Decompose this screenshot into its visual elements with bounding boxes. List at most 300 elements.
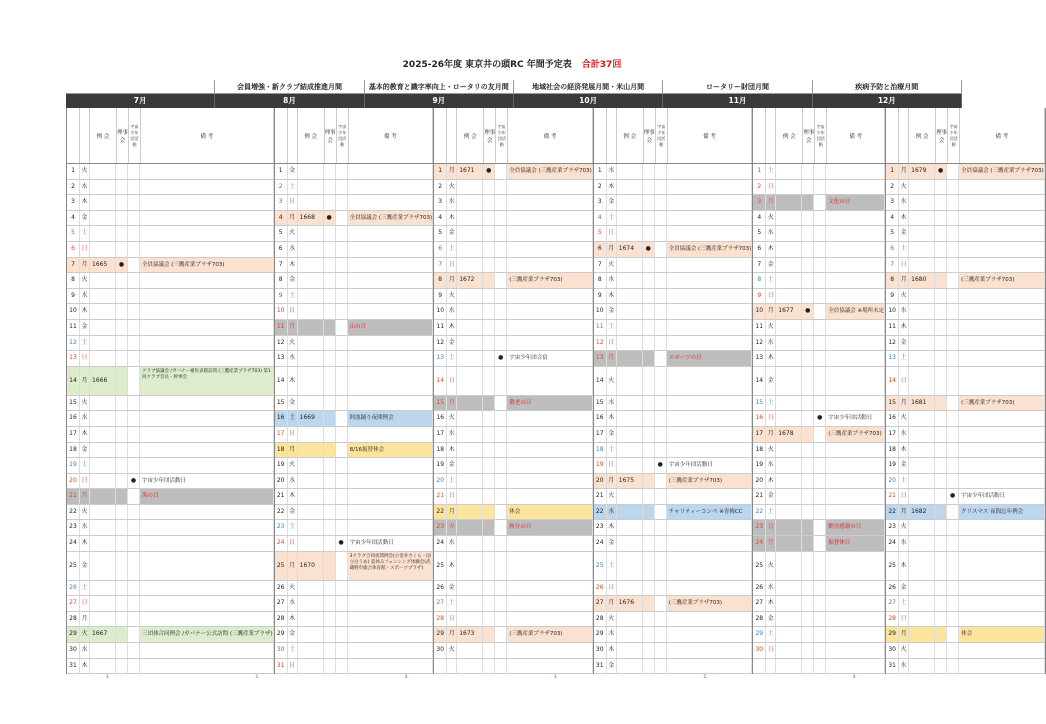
cell-dow: 水 (447, 427, 457, 442)
cell-biko: 休会 (507, 505, 593, 520)
cell-biko (348, 289, 434, 304)
cell-day: 21 (753, 489, 766, 504)
cell-day: 16 (275, 411, 288, 426)
cell-dow: 日 (766, 289, 776, 304)
table-row (753, 242, 885, 258)
table-row (275, 443, 434, 459)
cell-ri (643, 520, 655, 535)
cell-uchu (495, 596, 507, 611)
cell-biko (959, 320, 1045, 335)
cell-uchu (128, 536, 140, 551)
schedule-table (66, 80, 1044, 684)
column-header (886, 108, 1045, 164)
cell-uchu (814, 211, 826, 226)
cell-uchu (495, 226, 507, 241)
cell-day: 10 (886, 304, 899, 319)
cell-uchu (495, 458, 507, 473)
theme-aug: 会員増強・新クラブ結成推進月間 (215, 80, 364, 94)
cell-day: 28 (886, 612, 899, 627)
cell-rei (457, 612, 483, 627)
cell-rei (909, 289, 935, 304)
cell-uchu (655, 289, 667, 304)
cell-biko (140, 581, 274, 596)
cell-uchu (495, 659, 507, 674)
cell-biko (959, 458, 1045, 473)
cell-uchu (336, 427, 348, 442)
cell-uchu (495, 552, 507, 580)
cell-biko: 宇宙少年団活動日 (826, 411, 885, 426)
cell-biko: (三鷹産業プラザ703) (507, 273, 593, 288)
theme-sep: 基本的教育と識字率向上・ロータリの友月間 (365, 80, 514, 94)
cell-day: 12 (67, 336, 80, 351)
cell-uchu (655, 581, 667, 596)
cell-dow: 月 (607, 474, 617, 489)
table-row (594, 643, 753, 659)
cell-uchu (947, 659, 959, 674)
cell-biko (348, 164, 434, 179)
table-row (275, 520, 434, 536)
header-biko: 備 考 (668, 108, 753, 163)
cell-rei: 1672 (457, 273, 483, 288)
cell-day: 13 (67, 351, 80, 366)
cell-rei (776, 489, 802, 504)
cell-ri (116, 520, 128, 535)
cell-dow: 日 (607, 226, 617, 241)
cell-ri: ● (483, 164, 495, 179)
cell-ri (483, 304, 495, 319)
cell-day: 20 (594, 474, 607, 489)
cell-ri (643, 226, 655, 241)
cell-uchu (336, 289, 348, 304)
cell-ri (116, 226, 128, 241)
cell-biko (140, 520, 274, 535)
cell-day: 19 (67, 458, 80, 473)
cell-ri (802, 552, 814, 580)
cell-ri (116, 411, 128, 426)
month-column (594, 108, 754, 674)
header-day (434, 108, 447, 163)
cell-ri (935, 351, 947, 366)
table-row (67, 226, 274, 242)
cell-biko: 宇宙少年団合宿 (507, 351, 593, 366)
header-uchu: 宇宙少年団活動 (815, 108, 827, 163)
cell-day: 25 (886, 552, 899, 580)
cell-biko (667, 304, 753, 319)
cell-day: 25 (594, 552, 607, 580)
cell-day: 19 (275, 458, 288, 473)
cell-rei: 1671 (457, 164, 483, 179)
header-biko: 備 考 (827, 108, 885, 163)
footer-count-aug: 3 (255, 674, 258, 680)
cell-ri (483, 367, 495, 395)
cell-rei: 1665 (90, 258, 116, 273)
cell-biko (348, 304, 434, 319)
cell-uchu (814, 351, 826, 366)
cell-rei (457, 581, 483, 596)
cell-uchu (655, 520, 667, 535)
cell-biko (959, 351, 1045, 366)
cell-uchu (814, 659, 826, 674)
cell-dow: 日 (288, 659, 298, 674)
cell-day: 30 (594, 643, 607, 658)
cell-ri (935, 396, 947, 411)
cell-biko (667, 273, 753, 288)
cell-uchu (495, 581, 507, 596)
header-ri: 理事会 (117, 108, 129, 163)
cell-ri (483, 289, 495, 304)
cell-dow: 火 (80, 396, 90, 411)
cell-ri (802, 195, 814, 210)
table-row (275, 489, 434, 505)
cell-ri (935, 427, 947, 442)
cell-day: 11 (594, 320, 607, 335)
cell-dow: 水 (447, 195, 457, 210)
cell-ri (324, 164, 336, 179)
cell-day: 29 (434, 627, 447, 642)
cell-day: 20 (886, 474, 899, 489)
cell-uchu (336, 489, 348, 504)
cell-biko (140, 659, 274, 674)
cell-dow: 火 (607, 258, 617, 273)
table-row (753, 643, 885, 659)
header-ri: 理事会 (325, 108, 337, 163)
table-row (594, 351, 753, 367)
cell-rei (90, 612, 116, 627)
cell-biko (348, 242, 434, 257)
cell-day: 6 (886, 242, 899, 257)
cell-dow: 木 (80, 427, 90, 442)
cell-ri (483, 427, 495, 442)
cell-dow: 火 (766, 211, 776, 226)
cell-rei: 1674 (617, 242, 643, 257)
table-row (275, 627, 434, 643)
cell-day: 24 (67, 536, 80, 551)
cell-day: 7 (67, 258, 80, 273)
cell-day: 17 (886, 427, 899, 442)
cell-biko (959, 596, 1045, 611)
cell-rei (776, 443, 802, 458)
cell-uchu (128, 289, 140, 304)
cell-rei (90, 489, 116, 504)
cell-rei (617, 367, 643, 395)
cell-day: 22 (434, 505, 447, 520)
header-rei: 例 会 (90, 108, 117, 163)
footer-counts (66, 674, 962, 684)
cell-uchu (655, 180, 667, 195)
cell-biko (348, 458, 434, 473)
cell-uchu (814, 258, 826, 273)
cell-dow: 金 (288, 627, 298, 642)
cell-biko (140, 180, 274, 195)
cell-rei: 1667 (90, 627, 116, 642)
cell-uchu (336, 336, 348, 351)
cell-uchu (128, 180, 140, 195)
cell-dow: 月 (447, 396, 457, 411)
cell-dow: 水 (80, 180, 90, 195)
cell-dow: 土 (80, 581, 90, 596)
cell-biko: クラブ協議会 /ガバナー補佐表敬訪問 (三鷹産業プラザ703) 第1回クラブ会長・幹事会 (140, 367, 274, 395)
cell-ri (324, 443, 336, 458)
cell-dow: 金 (607, 536, 617, 551)
cell-day: 6 (275, 242, 288, 257)
cell-rei (909, 411, 935, 426)
table-row (275, 289, 434, 305)
cell-ri (935, 659, 947, 674)
cell-rei (909, 304, 935, 319)
table-row (886, 627, 1045, 643)
cell-uchu (336, 411, 348, 426)
table-row (594, 443, 753, 459)
cell-dow: 木 (80, 304, 90, 319)
table-row (67, 627, 274, 643)
cell-dow: 火 (447, 180, 457, 195)
cell-biko: (三鷹産業プラザ703) (959, 273, 1045, 288)
cell-rei (776, 195, 802, 210)
cell-uchu (128, 367, 140, 395)
cell-ri (324, 596, 336, 611)
cell-ri (116, 336, 128, 351)
cell-rei (457, 520, 483, 535)
cell-biko (826, 474, 885, 489)
cell-dow: 金 (447, 581, 457, 596)
table-row (434, 643, 593, 659)
table-row (434, 195, 593, 211)
table-row (275, 659, 434, 675)
cell-uchu (336, 320, 348, 335)
table-row (886, 474, 1045, 490)
cell-uchu (495, 536, 507, 551)
table-row (594, 273, 753, 289)
cell-rei (617, 581, 643, 596)
cell-uchu (814, 226, 826, 241)
cell-dow: 水 (899, 659, 909, 674)
table-row (594, 536, 753, 552)
cell-day: 17 (275, 427, 288, 442)
cell-rei (90, 320, 116, 335)
cell-uchu (814, 320, 826, 335)
cell-day: 9 (275, 289, 288, 304)
cell-rei (457, 320, 483, 335)
cell-day: 8 (594, 273, 607, 288)
cell-biko: 振替休日 (826, 536, 885, 551)
cell-uchu (495, 612, 507, 627)
cell-ri (324, 505, 336, 520)
cell-day: 7 (594, 258, 607, 273)
table-row (886, 536, 1045, 552)
cell-uchu (655, 351, 667, 366)
cell-ri (935, 180, 947, 195)
cell-rei (617, 489, 643, 504)
cell-rei (617, 536, 643, 551)
cell-uchu (655, 242, 667, 257)
cell-biko (140, 596, 274, 611)
table-row (67, 242, 274, 258)
cell-dow: 日 (288, 304, 298, 319)
cell-rei (298, 536, 324, 551)
cell-uchu (814, 552, 826, 580)
table-row (434, 474, 593, 490)
cell-biko (348, 396, 434, 411)
cell-biko (140, 195, 274, 210)
header-uchu: 宇宙少年団活動 (656, 108, 668, 163)
table-row (275, 195, 434, 211)
cell-dow: 火 (288, 226, 298, 241)
table-row (275, 536, 434, 552)
cell-rei (776, 242, 802, 257)
cell-ri (116, 643, 128, 658)
table-row (753, 164, 885, 180)
cell-biko (959, 211, 1045, 226)
cell-uchu (947, 320, 959, 335)
cell-dow: 木 (607, 180, 617, 195)
cell-day: 4 (753, 211, 766, 226)
month-row (66, 94, 962, 108)
cell-rei (90, 351, 116, 366)
cell-biko (826, 320, 885, 335)
cell-uchu (128, 411, 140, 426)
cell-uchu (814, 643, 826, 658)
cell-uchu (814, 612, 826, 627)
cell-ri (802, 411, 814, 426)
cell-rei (457, 351, 483, 366)
cell-dow: 月 (447, 164, 457, 179)
cell-ri (643, 489, 655, 504)
cell-uchu (495, 367, 507, 395)
cell-ri (116, 536, 128, 551)
cell-ri (935, 258, 947, 273)
cell-day: 3 (594, 195, 607, 210)
cell-rei (909, 226, 935, 241)
month-aug: 8月 (215, 94, 364, 108)
cell-uchu (814, 627, 826, 642)
cell-biko (507, 411, 593, 426)
cell-day: 8 (753, 273, 766, 288)
cell-biko (507, 596, 593, 611)
cell-dow: 土 (447, 474, 457, 489)
cell-day: 26 (594, 581, 607, 596)
cell-uchu (495, 427, 507, 442)
table-row (753, 336, 885, 352)
cell-biko (348, 520, 434, 535)
table-row (434, 627, 593, 643)
table-row (594, 489, 753, 505)
table-row (886, 612, 1045, 628)
table-row (886, 351, 1045, 367)
cell-biko: 8/16振替休会 (348, 443, 434, 458)
cell-ri (935, 474, 947, 489)
cell-ri (802, 320, 814, 335)
cell-uchu (336, 596, 348, 611)
cell-rei (90, 505, 116, 520)
cell-rei (776, 211, 802, 226)
table-row (434, 581, 593, 597)
cell-biko (140, 242, 274, 257)
cell-rei (457, 474, 483, 489)
cell-biko: (三鷹産業プラザ703) (959, 396, 1045, 411)
table-row (594, 320, 753, 336)
cell-dow: 土 (899, 242, 909, 257)
cell-rei (909, 520, 935, 535)
cell-dow: 土 (607, 320, 617, 335)
cell-rei (298, 612, 324, 627)
cell-day: 27 (434, 596, 447, 611)
cell-dow: 水 (766, 226, 776, 241)
cell-biko (826, 552, 885, 580)
cell-dow: 月 (288, 443, 298, 458)
cell-uchu (128, 211, 140, 226)
cell-rei (457, 552, 483, 580)
cell-ri (643, 427, 655, 442)
table-row (434, 320, 593, 336)
cell-uchu (947, 289, 959, 304)
cell-uchu (947, 443, 959, 458)
cell-ri (116, 427, 128, 442)
cell-uchu: ● (336, 536, 348, 551)
cell-uchu (947, 612, 959, 627)
cell-biko (507, 443, 593, 458)
cell-day: 9 (753, 289, 766, 304)
table-row (67, 411, 274, 427)
cell-dow: 水 (607, 164, 617, 179)
cell-biko: 三団体合同例会 /ガバナー公式訪問 (三鷹産業プラザ) (140, 627, 274, 642)
cell-ri (116, 458, 128, 473)
cell-biko (348, 581, 434, 596)
cell-ri (483, 474, 495, 489)
cell-biko (140, 226, 274, 241)
cell-dow: 火 (447, 289, 457, 304)
cell-dow: 土 (766, 164, 776, 179)
cell-rei (457, 458, 483, 473)
cell-dow: 月 (447, 273, 457, 288)
cell-uchu (128, 643, 140, 658)
cell-uchu (947, 474, 959, 489)
cell-day: 16 (434, 411, 447, 426)
cell-ri (324, 289, 336, 304)
cell-rei (298, 351, 324, 366)
cell-day: 19 (434, 458, 447, 473)
cell-ri (643, 443, 655, 458)
header-day (886, 108, 899, 163)
cell-day: 21 (275, 489, 288, 504)
month-jul: 7月 (66, 94, 215, 108)
cell-rei (617, 195, 643, 210)
table-row (753, 195, 885, 211)
cell-biko (826, 164, 885, 179)
cell-uchu (495, 627, 507, 642)
cell-ri (116, 489, 128, 504)
table-row (434, 552, 593, 581)
table-row (594, 474, 753, 490)
cell-uchu (655, 659, 667, 674)
cell-biko (667, 258, 753, 273)
cell-rei (298, 581, 324, 596)
cell-dow: 金 (766, 612, 776, 627)
cell-ri (643, 505, 655, 520)
cell-uchu (947, 164, 959, 179)
cell-rei: 1682 (909, 505, 935, 520)
cell-dow: 水 (607, 396, 617, 411)
cell-uchu (128, 396, 140, 411)
cell-dow: 木 (766, 596, 776, 611)
cell-uchu (814, 505, 826, 520)
cell-biko (959, 411, 1045, 426)
cell-uchu (655, 320, 667, 335)
cell-day: 16 (753, 411, 766, 426)
cell-biko (826, 458, 885, 473)
cell-rei (457, 304, 483, 319)
table-row (67, 520, 274, 536)
cell-dow: 木 (288, 258, 298, 273)
